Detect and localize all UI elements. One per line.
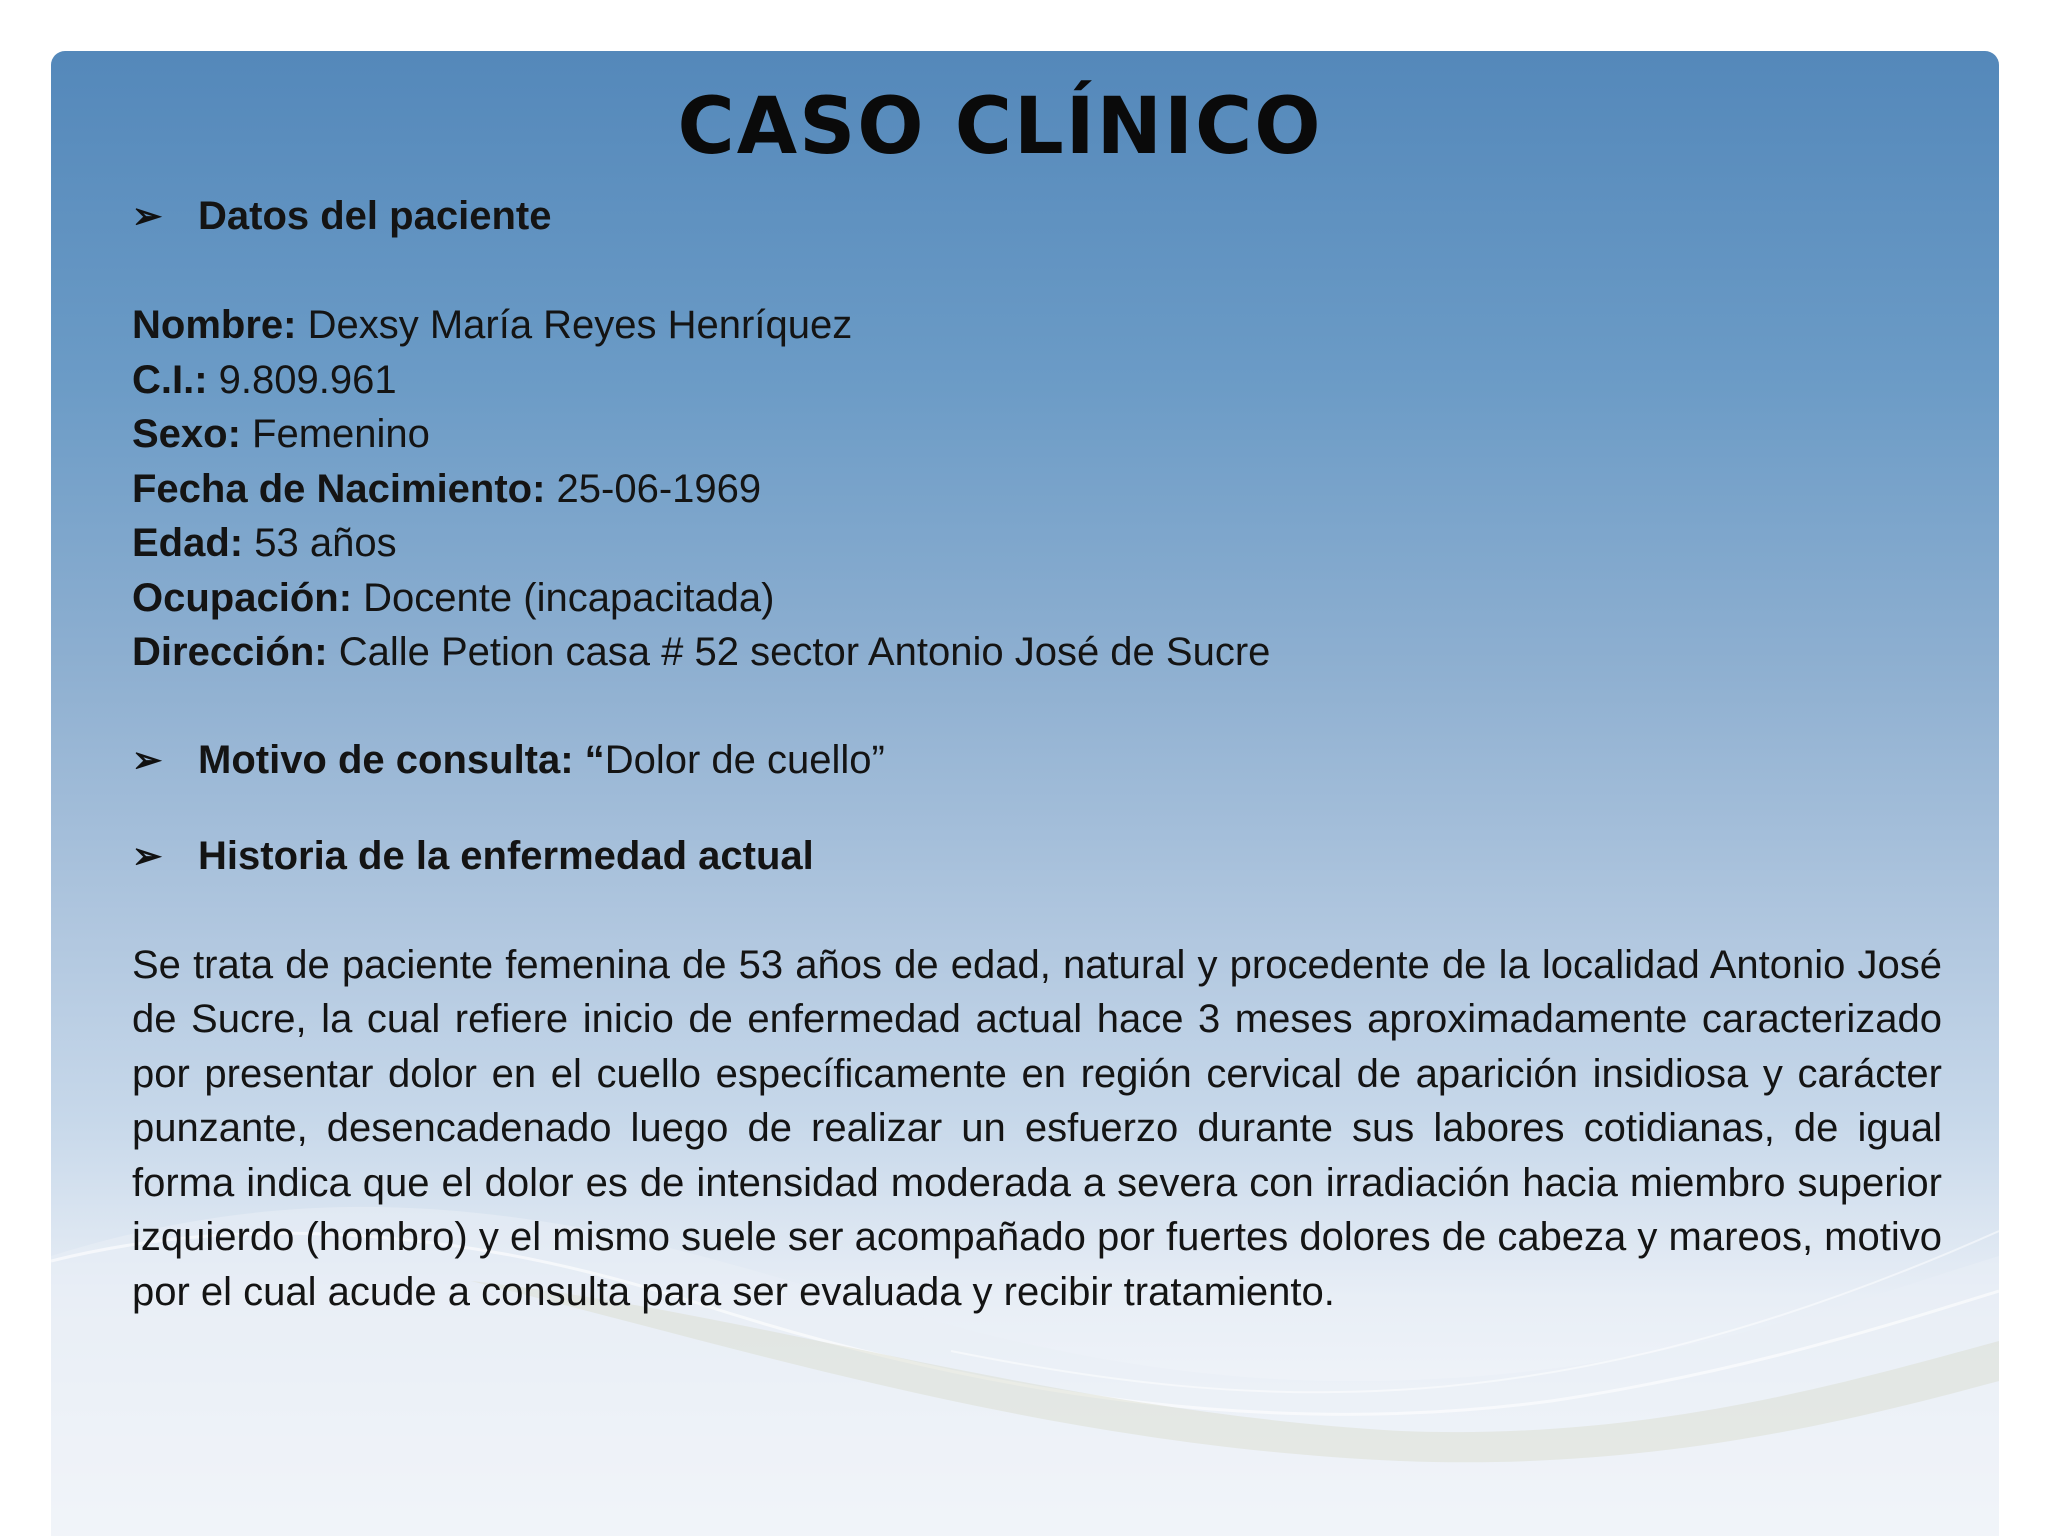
- field-value: 9.809.961: [207, 357, 397, 402]
- field-ci: [132, 353, 1942, 408]
- field-sexo: [132, 407, 1942, 462]
- field-nombre: [132, 298, 1942, 353]
- field-fecha-nacimiento: [132, 462, 1942, 517]
- slide-content: [132, 188, 1942, 1359]
- history-paragraph: Se trata de paciente femenina de 53 años de edad, natural y procedente de la localidad Antonio José de Sucre, la cual refiere inicio de enfermedad actual hace 3 meses aproximadamente caracterizado por presentar dolor en el cuello específicamente en región cervical de aparición insidiosa y carácter punzante, desencadenado luego de realizar un esfuerzo durante sus labores cotidianas, de igual forma indica que el dolor es de intensidad moderada a severa con irradiación hacia miembro superior izquierdo (hombro) y el mismo suele ser acompañado por fuertes dolores de cabeza y mareos, motivo por el cual acude a consulta para ser evaluada y recibir tratamiento.: [132, 942, 1942, 1314]
- arrow-bullet-icon: ➢: [132, 834, 163, 876]
- section-history: [132, 828, 1942, 884]
- field-value: Dexsy María Reyes Henríquez: [296, 303, 853, 347]
- field-edad: [132, 516, 1942, 571]
- field-label: Fecha de Nacimiento:: [132, 466, 546, 511]
- arrow-bullet-icon: ➢: [132, 738, 163, 780]
- field-value: 25-06-1969: [545, 466, 762, 511]
- motivo-label: Motivo de consulta: “: [198, 737, 605, 782]
- field-value: 53 años: [243, 521, 397, 565]
- motivo-value: Dolor de cuello”: [604, 737, 885, 782]
- field-direccion: [132, 625, 1942, 680]
- section-heading: Historia de la enfermedad actual: [198, 833, 814, 878]
- field-ocupacion: [132, 571, 1942, 626]
- field-label: Ocupación:: [132, 575, 353, 620]
- field-value: Docente (incapacitada): [352, 575, 775, 620]
- field-value: Calle Petion casa # 52 sector Antonio José de Sucre: [327, 630, 1271, 674]
- field-value: Femenino: [240, 412, 430, 456]
- arrow-bullet-icon: ➢: [132, 195, 163, 236]
- field-label: Sexo:: [132, 412, 241, 456]
- field-label: Dirección:: [132, 630, 328, 674]
- field-label: C.I.:: [132, 357, 208, 402]
- patient-fields: [132, 298, 1942, 680]
- section-patient-data: [132, 188, 1942, 244]
- field-label: Edad:: [132, 521, 244, 565]
- section-motivo: [132, 732, 1942, 788]
- field-label: Nombre:: [132, 303, 297, 347]
- section-heading: Datos del paciente: [198, 194, 552, 238]
- page-title: CASO CLÍNICO: [677, 82, 1323, 172]
